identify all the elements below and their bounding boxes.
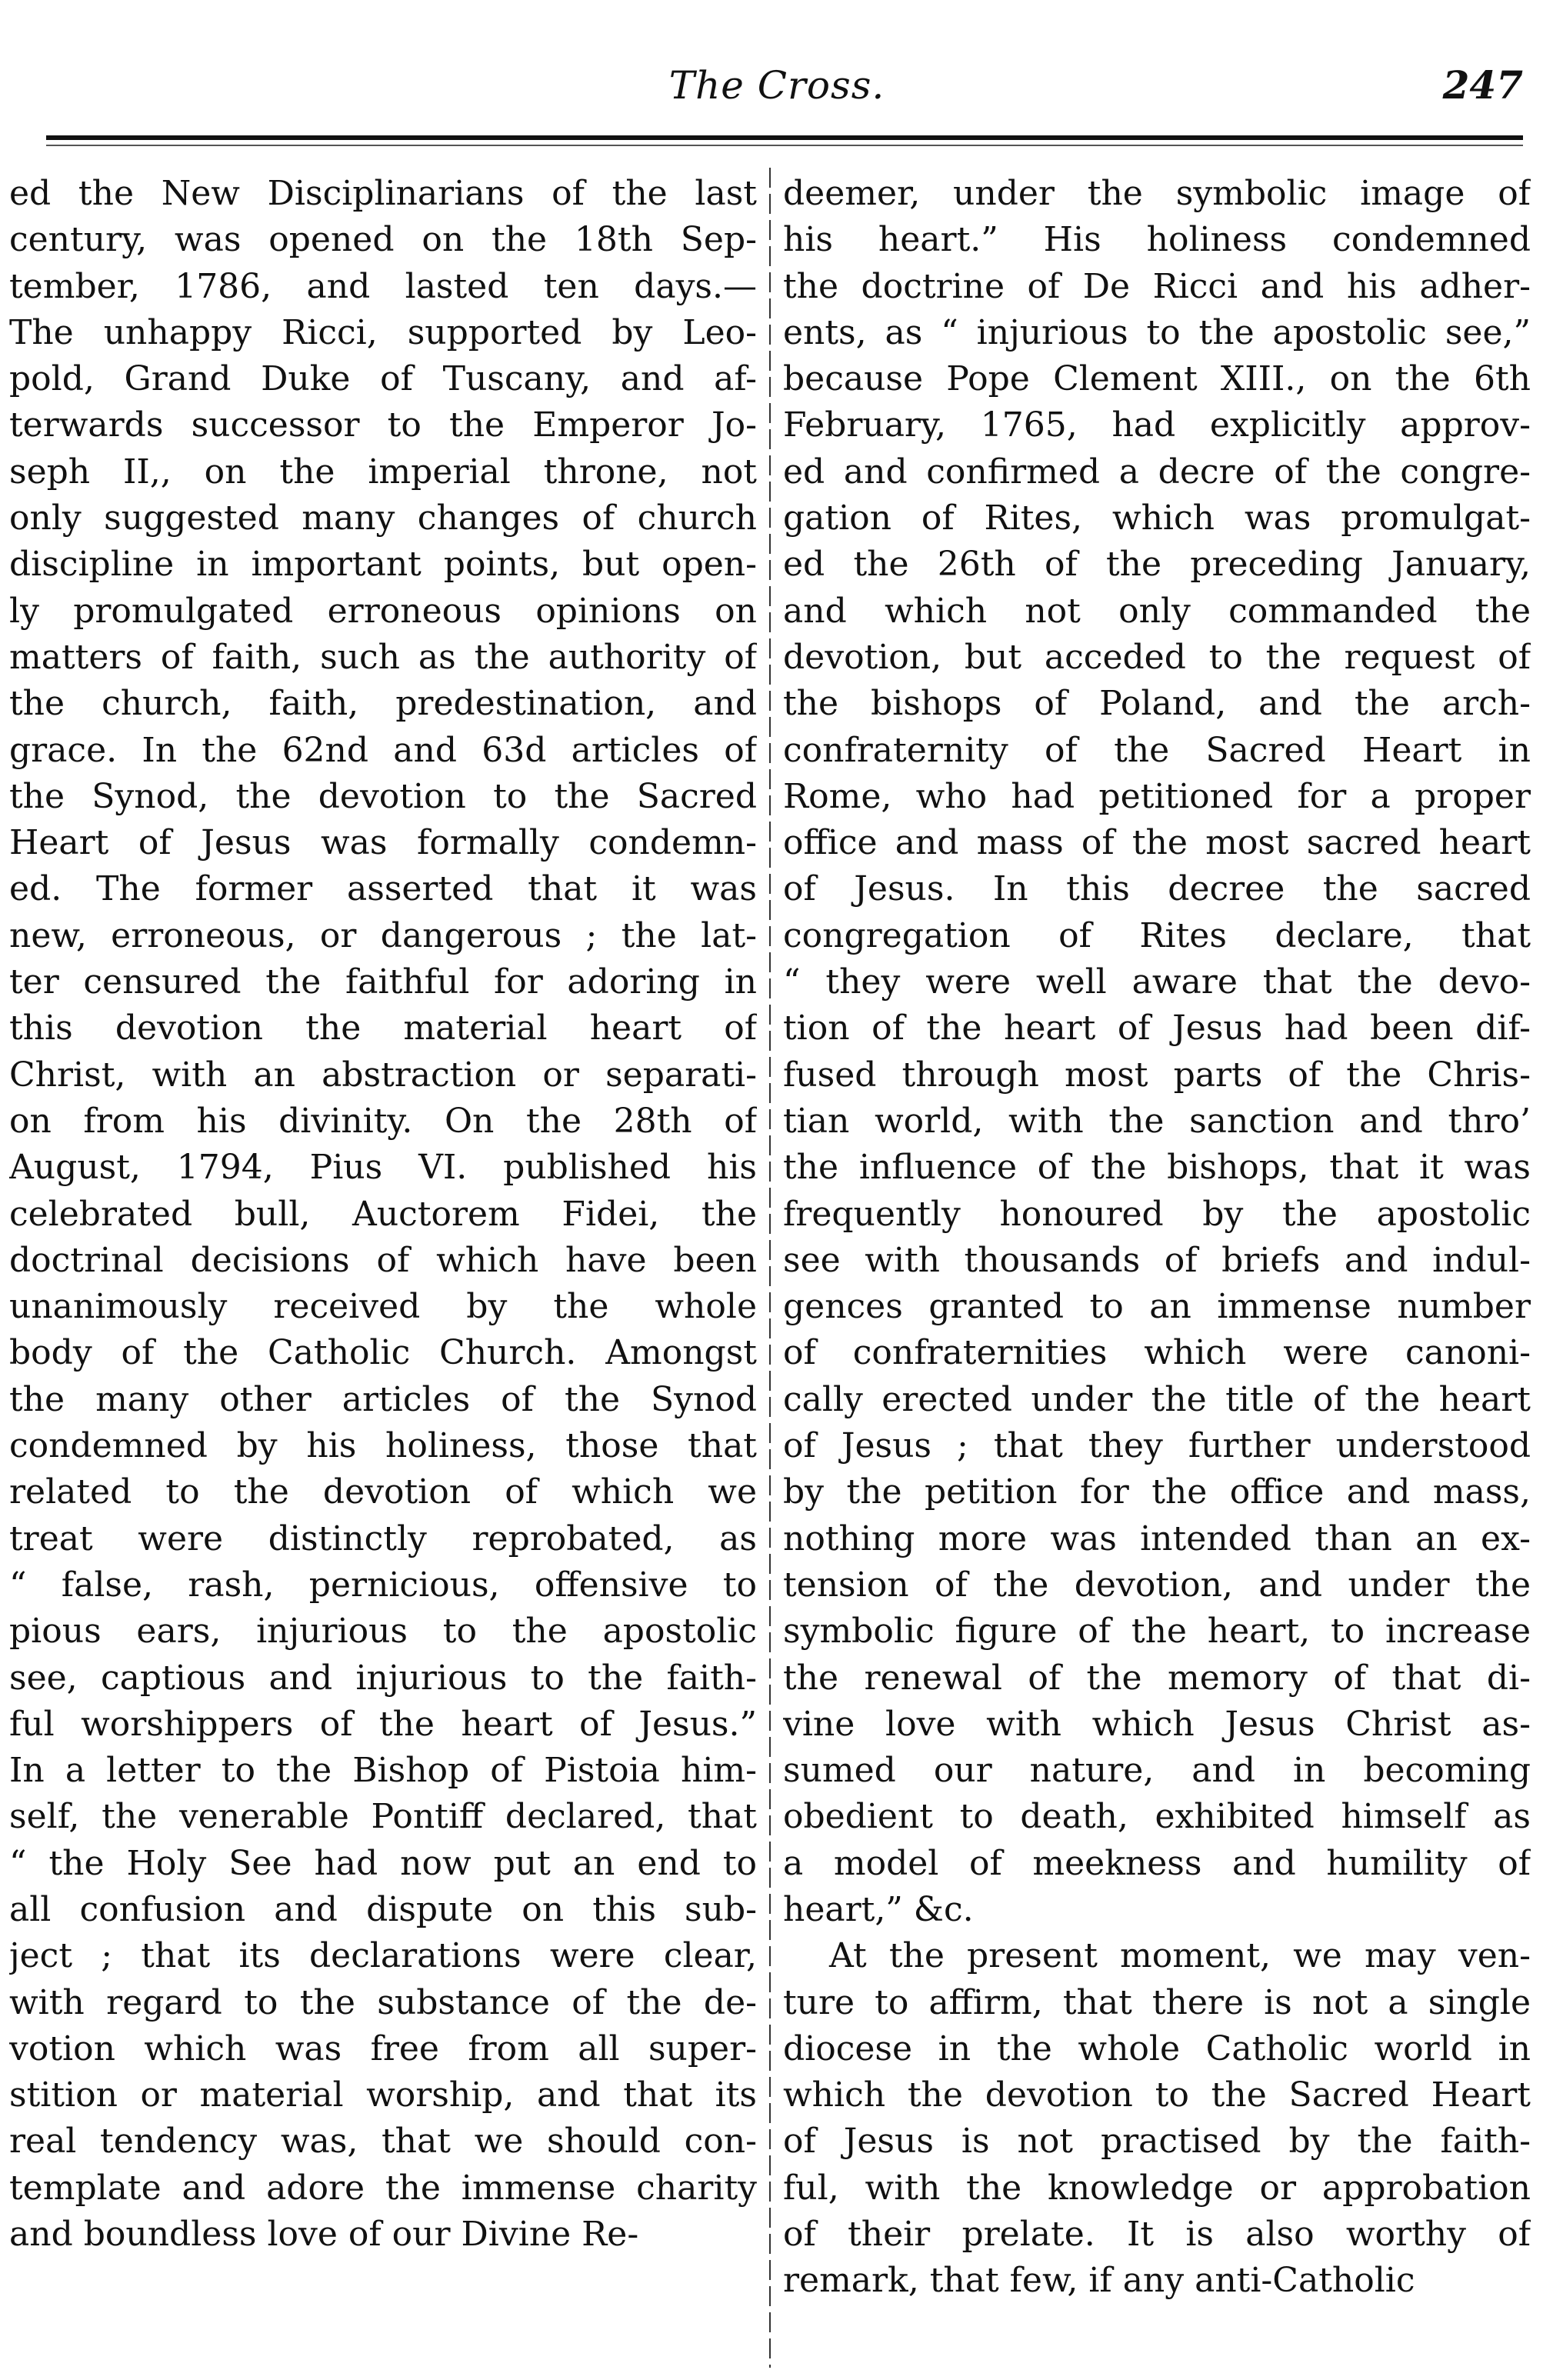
text-line: terwards successor to the Emperor Jo- bbox=[9, 405, 757, 445]
text-line: with regard to the substance of the de- bbox=[9, 1982, 757, 2022]
text-line: ter censured the faithful for adoring in bbox=[9, 962, 757, 1002]
text-line: The unhappy Ricci, supported by Leo- bbox=[9, 312, 757, 352]
text-line: and boundless love of our Divine Re- bbox=[9, 2215, 639, 2255]
text-line: diocese in the whole Catholic world in bbox=[783, 2028, 1531, 2068]
text-line: condemned by his holiness, those that bbox=[9, 1426, 757, 1466]
text-line: pold, Grand Duke of Tuscany, and af- bbox=[9, 359, 757, 399]
text-line: the Synod, the devotion to the Sacred bbox=[9, 776, 757, 816]
text-line: Rome, who had petitioned for a proper bbox=[783, 776, 1531, 816]
text-line: of Jesus is not practised by the faith- bbox=[783, 2122, 1531, 2162]
text-line: tion of the heart of Jesus had been dif- bbox=[783, 1008, 1531, 1048]
text-line: grace. In the 62nd and 63d articles of bbox=[9, 730, 757, 770]
text-line: fused through most parts of the Chris- bbox=[783, 1055, 1531, 1095]
text-line: of Jesus. In this decree the sacred bbox=[783, 869, 1531, 909]
text-line: real tendency was, that we should con- bbox=[9, 2122, 757, 2162]
text-line: “ false, rash, pernicious, offensive to bbox=[9, 1565, 757, 1605]
text-line: new, erroneous, or dangerous ; the lat- bbox=[9, 915, 757, 955]
text-line: stition or material worship, and that its bbox=[9, 2075, 757, 2115]
text-line: the church, faith, predestination, and bbox=[9, 684, 757, 724]
text-line: sumed our nature, and in becoming bbox=[783, 1751, 1531, 1791]
text-line: frequently honoured by the apostolic bbox=[783, 1194, 1531, 1234]
header-rule bbox=[46, 135, 1523, 140]
text-line: the influence of the bishops, that it was bbox=[783, 1148, 1531, 1188]
text-line: office and mass of the most sacred heart bbox=[783, 823, 1531, 863]
running-head bbox=[0, 58, 1563, 120]
text-line: symbolic figure of the heart, to increase bbox=[783, 1612, 1531, 1652]
text-line: pious ears, injurious to the apostolic bbox=[9, 1612, 757, 1652]
text-line: obedient to death, exhibited himself as bbox=[783, 1797, 1531, 1837]
text-line: Christ, with an abstraction or separati- bbox=[9, 1055, 757, 1095]
text-line: because Pope Clement XIII., on the 6th bbox=[783, 359, 1531, 399]
text-line: At the present moment, we may ven- bbox=[829, 1936, 1531, 1976]
text-line: related to the devotion of which we bbox=[9, 1472, 757, 1512]
text-line: treat were distinctly reprobated, as bbox=[9, 1518, 757, 1558]
text-line: remark, that few, if any anti-Catholic bbox=[783, 2261, 1415, 2301]
text-line: votion which was free from all super- bbox=[9, 2028, 757, 2068]
text-line: ture to affirm, that there is not a single bbox=[783, 1982, 1531, 2022]
text-line: of confraternities which were canoni- bbox=[783, 1333, 1531, 1373]
text-line: celebrated bull, Auctorem Fidei, the bbox=[9, 1194, 757, 1234]
text-line: ed the 26th of the preceding January, bbox=[783, 545, 1531, 585]
text-line: ject ; that its declarations were clear, bbox=[9, 1936, 757, 1976]
page-number: 247 bbox=[1442, 62, 1523, 108]
text-line: tember, 1786, and lasted ten days.— bbox=[9, 266, 757, 306]
text-line: doctrinal decisions of which have been bbox=[9, 1240, 757, 1280]
text-line: unanimously received by the whole bbox=[9, 1287, 757, 1327]
text-line: ed the New Disciplinarians of the last bbox=[9, 174, 757, 213]
text-line: of their prelate. It is also worthy of bbox=[783, 2215, 1531, 2255]
text-line: “ they were well aware that the devo- bbox=[783, 962, 1531, 1002]
text-line: template and adore the immense charity bbox=[9, 2168, 757, 2208]
text-line: tension of the devotion, and under the bbox=[783, 1565, 1531, 1605]
text-line: tian world, with the sanction and thro’ bbox=[783, 1101, 1531, 1141]
text-line: congregation of Rites declare, that bbox=[783, 915, 1531, 955]
text-line: In a letter to the Bishop of Pistoia him- bbox=[9, 1751, 757, 1791]
text-line: discipline in important points, but open- bbox=[9, 545, 757, 585]
text-line: on from his divinity. On the 28th of bbox=[9, 1101, 757, 1141]
text-line: gences granted to an immense number bbox=[783, 1287, 1531, 1327]
text-line: and which not only commanded the bbox=[783, 591, 1531, 631]
text-line: vine love with which Jesus Christ as- bbox=[783, 1704, 1531, 1744]
text-line: ful, with the knowledge or approbation bbox=[783, 2168, 1531, 2208]
text-line: gation of Rites, which was promulgat- bbox=[783, 498, 1531, 538]
text-line: ed and confirmed a decre of the congre- bbox=[783, 452, 1531, 492]
text-line: cally erected under the title of the heart bbox=[783, 1379, 1531, 1419]
text-line: see with thousands of briefs and indul- bbox=[783, 1240, 1531, 1280]
text-line: see, captious and injurious to the faith- bbox=[9, 1658, 757, 1698]
text-line: all confusion and dispute on this sub- bbox=[9, 1889, 757, 1929]
text-line: seph II,, on the imperial throne, not bbox=[9, 452, 757, 492]
text-line: Heart of Jesus was formally condemn- bbox=[9, 823, 757, 863]
text-line: the doctrine of De Ricci and his adher- bbox=[783, 266, 1531, 306]
left-column bbox=[9, 171, 757, 2258]
text-line: the renewal of the memory of that di- bbox=[783, 1658, 1531, 1698]
text-line: nothing more was intended than an ex- bbox=[783, 1518, 1531, 1558]
text-line: of Jesus ; that they further understood bbox=[783, 1426, 1531, 1466]
text-line: heart,” &c. bbox=[783, 1889, 974, 1929]
text-line: by the petition for the office and mass, bbox=[783, 1472, 1531, 1512]
right-column bbox=[783, 171, 1531, 2305]
text-line: body of the Catholic Church. Amongst bbox=[9, 1333, 757, 1373]
column-divider bbox=[769, 168, 771, 2368]
text-line: the many other articles of the Synod bbox=[9, 1379, 757, 1419]
text-line: “ the Holy See had now put an end to bbox=[9, 1843, 757, 1883]
text-line: devotion, but acceded to the request of bbox=[783, 637, 1531, 677]
text-line: ents, as “ injurious to the apostolic see,” bbox=[783, 312, 1531, 352]
text-line: deemer, under the symbolic image of bbox=[783, 174, 1531, 213]
text-line: ful worshippers of the heart of Jesus.” bbox=[9, 1704, 757, 1744]
text-line: self, the venerable Pontiff declared, that bbox=[9, 1797, 757, 1837]
text-line: century, was opened on the 18th Sep- bbox=[9, 220, 757, 260]
header-rule-thin bbox=[46, 145, 1523, 146]
text-line: matters of faith, such as the authority of bbox=[9, 637, 757, 677]
text-line: his heart.” His holiness condemned bbox=[783, 220, 1531, 260]
text-line: February, 1765, had explicitly approv- bbox=[783, 405, 1531, 445]
text-line: only suggested many changes of church bbox=[9, 498, 757, 538]
running-title: The Cross. bbox=[668, 63, 885, 108]
text-line: ed. The former asserted that it was bbox=[9, 869, 757, 909]
text-line: August, 1794, Pius VI. published his bbox=[9, 1148, 757, 1188]
text-line: this devotion the material heart of bbox=[9, 1008, 757, 1048]
text-line: ly promulgated erroneous opinions on bbox=[9, 591, 757, 631]
text-line: confraternity of the Sacred Heart in bbox=[783, 730, 1531, 770]
text-line: which the devotion to the Sacred Heart bbox=[783, 2075, 1531, 2115]
text-line: a model of meekness and humility of bbox=[783, 1843, 1531, 1883]
text-line: the bishops of Poland, and the arch- bbox=[783, 684, 1531, 724]
